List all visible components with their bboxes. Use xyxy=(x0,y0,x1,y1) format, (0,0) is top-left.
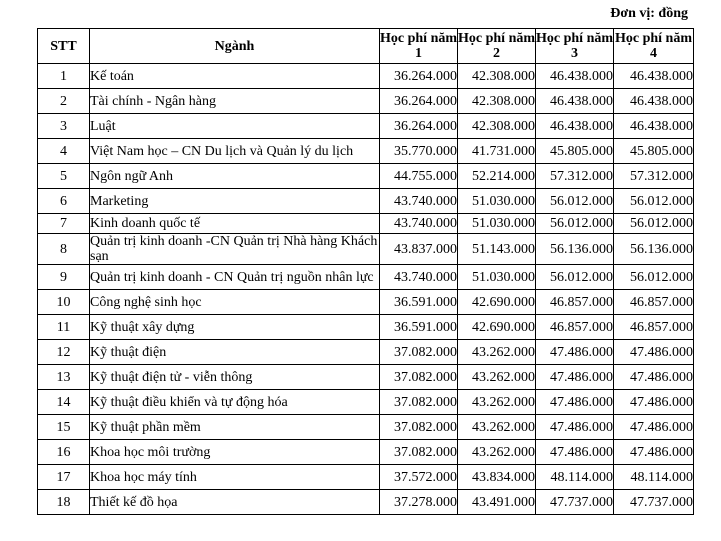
row-fee-year4: 47.486.000 xyxy=(614,415,694,440)
row-fee-year1: 43.740.000 xyxy=(380,265,458,290)
row-major: Công nghệ sinh học xyxy=(90,290,380,315)
table-row xyxy=(38,89,694,114)
table-row xyxy=(38,189,694,214)
row-fee-year4: 46.857.000 xyxy=(614,315,694,340)
header-major: Ngành xyxy=(90,29,380,64)
row-major: Kỹ thuật điều khiển và tự động hóa xyxy=(90,390,380,415)
row-fee-year2: 52.214.000 xyxy=(458,164,536,189)
table-row xyxy=(38,440,694,465)
row-fee-year2: 43.262.000 xyxy=(458,440,536,465)
row-stt: 3 xyxy=(38,114,90,139)
tuition-table xyxy=(37,28,694,515)
row-major: Kỹ thuật điện tử - viễn thông xyxy=(90,365,380,390)
row-stt: 13 xyxy=(38,365,90,390)
row-fee-year4: 46.857.000 xyxy=(614,290,694,315)
row-fee-year2: 43.834.000 xyxy=(458,465,536,490)
row-fee-year4: 48.114.000 xyxy=(614,465,694,490)
row-fee-year4: 56.012.000 xyxy=(614,189,694,214)
row-fee-year1: 36.264.000 xyxy=(380,114,458,139)
unit-label: Đơn vị: đồng xyxy=(610,6,688,21)
table-row xyxy=(38,465,694,490)
row-fee-year2: 42.308.000 xyxy=(458,64,536,89)
table-row xyxy=(38,315,694,340)
row-stt: 4 xyxy=(38,139,90,164)
row-stt: 12 xyxy=(38,340,90,365)
header-year4: Học phí năm 4 xyxy=(614,29,694,64)
table-row xyxy=(38,490,694,515)
row-fee-year2: 41.731.000 xyxy=(458,139,536,164)
row-fee-year4: 57.312.000 xyxy=(614,164,694,189)
row-major: Kế toán xyxy=(90,64,380,89)
row-fee-year2: 42.308.000 xyxy=(458,89,536,114)
row-fee-year1: 36.591.000 xyxy=(380,315,458,340)
row-stt: 17 xyxy=(38,465,90,490)
row-major: Kỹ thuật điện xyxy=(90,340,380,365)
row-stt: 7 xyxy=(38,214,90,234)
row-fee-year1: 37.082.000 xyxy=(380,390,458,415)
row-fee-year3: 46.857.000 xyxy=(536,315,614,340)
row-fee-year3: 57.312.000 xyxy=(536,164,614,189)
table-row xyxy=(38,164,694,189)
row-fee-year1: 37.278.000 xyxy=(380,490,458,515)
table-row xyxy=(38,214,694,234)
row-fee-year2: 42.690.000 xyxy=(458,315,536,340)
row-fee-year3: 56.012.000 xyxy=(536,214,614,234)
row-fee-year3: 46.438.000 xyxy=(536,89,614,114)
row-fee-year4: 46.438.000 xyxy=(614,89,694,114)
row-major: Kinh doanh quốc tế xyxy=(90,214,380,234)
row-fee-year2: 51.030.000 xyxy=(458,189,536,214)
row-major: Kỹ thuật xây dựng xyxy=(90,315,380,340)
row-fee-year4: 47.737.000 xyxy=(614,490,694,515)
table-row xyxy=(38,139,694,164)
row-fee-year2: 43.262.000 xyxy=(458,365,536,390)
row-stt: 15 xyxy=(38,415,90,440)
row-stt: 14 xyxy=(38,390,90,415)
row-fee-year3: 45.805.000 xyxy=(536,139,614,164)
row-fee-year1: 37.082.000 xyxy=(380,415,458,440)
row-fee-year1: 36.264.000 xyxy=(380,89,458,114)
row-fee-year4: 47.486.000 xyxy=(614,365,694,390)
row-fee-year3: 47.737.000 xyxy=(536,490,614,515)
row-fee-year3: 46.438.000 xyxy=(536,114,614,139)
row-fee-year3: 46.438.000 xyxy=(536,64,614,89)
row-fee-year3: 47.486.000 xyxy=(536,440,614,465)
row-fee-year3: 47.486.000 xyxy=(536,365,614,390)
row-fee-year1: 37.082.000 xyxy=(380,440,458,465)
header-stt: STT xyxy=(38,29,90,64)
row-fee-year3: 56.012.000 xyxy=(536,265,614,290)
row-fee-year3: 48.114.000 xyxy=(536,465,614,490)
table-row xyxy=(38,290,694,315)
row-fee-year4: 46.438.000 xyxy=(614,64,694,89)
row-stt: 5 xyxy=(38,164,90,189)
row-fee-year3: 46.857.000 xyxy=(536,290,614,315)
row-stt: 10 xyxy=(38,290,90,315)
row-major: Quản trị kinh doanh - CN Quản trị nguồn nhân lực xyxy=(90,265,380,290)
row-fee-year1: 43.740.000 xyxy=(380,189,458,214)
table-row xyxy=(38,340,694,365)
table-row xyxy=(38,234,694,265)
row-stt: 16 xyxy=(38,440,90,465)
row-fee-year1: 44.755.000 xyxy=(380,164,458,189)
row-stt: 9 xyxy=(38,265,90,290)
row-fee-year2: 51.143.000 xyxy=(458,234,536,265)
row-major: Ngôn ngữ Anh xyxy=(90,164,380,189)
table-header-row xyxy=(38,29,694,64)
header-year2: Học phí năm 2 xyxy=(458,29,536,64)
row-stt: 18 xyxy=(38,490,90,515)
row-major: Khoa học máy tính xyxy=(90,465,380,490)
row-stt: 1 xyxy=(38,64,90,89)
row-fee-year2: 42.308.000 xyxy=(458,114,536,139)
row-fee-year4: 45.805.000 xyxy=(614,139,694,164)
row-fee-year1: 43.837.000 xyxy=(380,234,458,265)
row-major: Marketing xyxy=(90,189,380,214)
header-year1: Học phí năm 1 xyxy=(380,29,458,64)
row-fee-year1: 35.770.000 xyxy=(380,139,458,164)
row-fee-year4: 56.012.000 xyxy=(614,265,694,290)
row-fee-year4: 47.486.000 xyxy=(614,440,694,465)
row-stt: 11 xyxy=(38,315,90,340)
row-major: Thiết kế đồ họa xyxy=(90,490,380,515)
row-major: Khoa học môi trường xyxy=(90,440,380,465)
table-row xyxy=(38,114,694,139)
row-fee-year4: 47.486.000 xyxy=(614,340,694,365)
table-row xyxy=(38,265,694,290)
row-fee-year3: 47.486.000 xyxy=(536,415,614,440)
row-fee-year4: 46.438.000 xyxy=(614,114,694,139)
row-fee-year3: 56.136.000 xyxy=(536,234,614,265)
table-row xyxy=(38,64,694,89)
row-fee-year2: 43.491.000 xyxy=(458,490,536,515)
row-fee-year2: 42.690.000 xyxy=(458,290,536,315)
table-row xyxy=(38,415,694,440)
row-major: Việt Nam học – CN Du lịch và Quản lý du lịch xyxy=(90,139,380,164)
row-fee-year1: 36.264.000 xyxy=(380,64,458,89)
row-fee-year3: 47.486.000 xyxy=(536,390,614,415)
row-fee-year1: 37.082.000 xyxy=(380,340,458,365)
table-row xyxy=(38,365,694,390)
row-fee-year2: 43.262.000 xyxy=(458,415,536,440)
row-fee-year3: 56.012.000 xyxy=(536,189,614,214)
row-major: Luật xyxy=(90,114,380,139)
row-fee-year2: 51.030.000 xyxy=(458,265,536,290)
row-fee-year4: 56.136.000 xyxy=(614,234,694,265)
row-major: Kỹ thuật phần mềm xyxy=(90,415,380,440)
row-fee-year2: 43.262.000 xyxy=(458,340,536,365)
table-row xyxy=(38,390,694,415)
row-fee-year2: 43.262.000 xyxy=(458,390,536,415)
row-major: Tài chính - Ngân hàng xyxy=(90,89,380,114)
row-fee-year4: 47.486.000 xyxy=(614,390,694,415)
row-fee-year4: 56.012.000 xyxy=(614,214,694,234)
row-fee-year1: 43.740.000 xyxy=(380,214,458,234)
row-stt: 8 xyxy=(38,234,90,265)
row-fee-year1: 36.591.000 xyxy=(380,290,458,315)
header-year3: Học phí năm 3 xyxy=(536,29,614,64)
row-stt: 2 xyxy=(38,89,90,114)
row-fee-year2: 51.030.000 xyxy=(458,214,536,234)
row-stt: 6 xyxy=(38,189,90,214)
row-fee-year1: 37.082.000 xyxy=(380,365,458,390)
row-fee-year3: 47.486.000 xyxy=(536,340,614,365)
row-fee-year1: 37.572.000 xyxy=(380,465,458,490)
row-major: Quản trị kinh doanh -CN Quản trị Nhà hàng Khách sạn xyxy=(90,234,380,265)
